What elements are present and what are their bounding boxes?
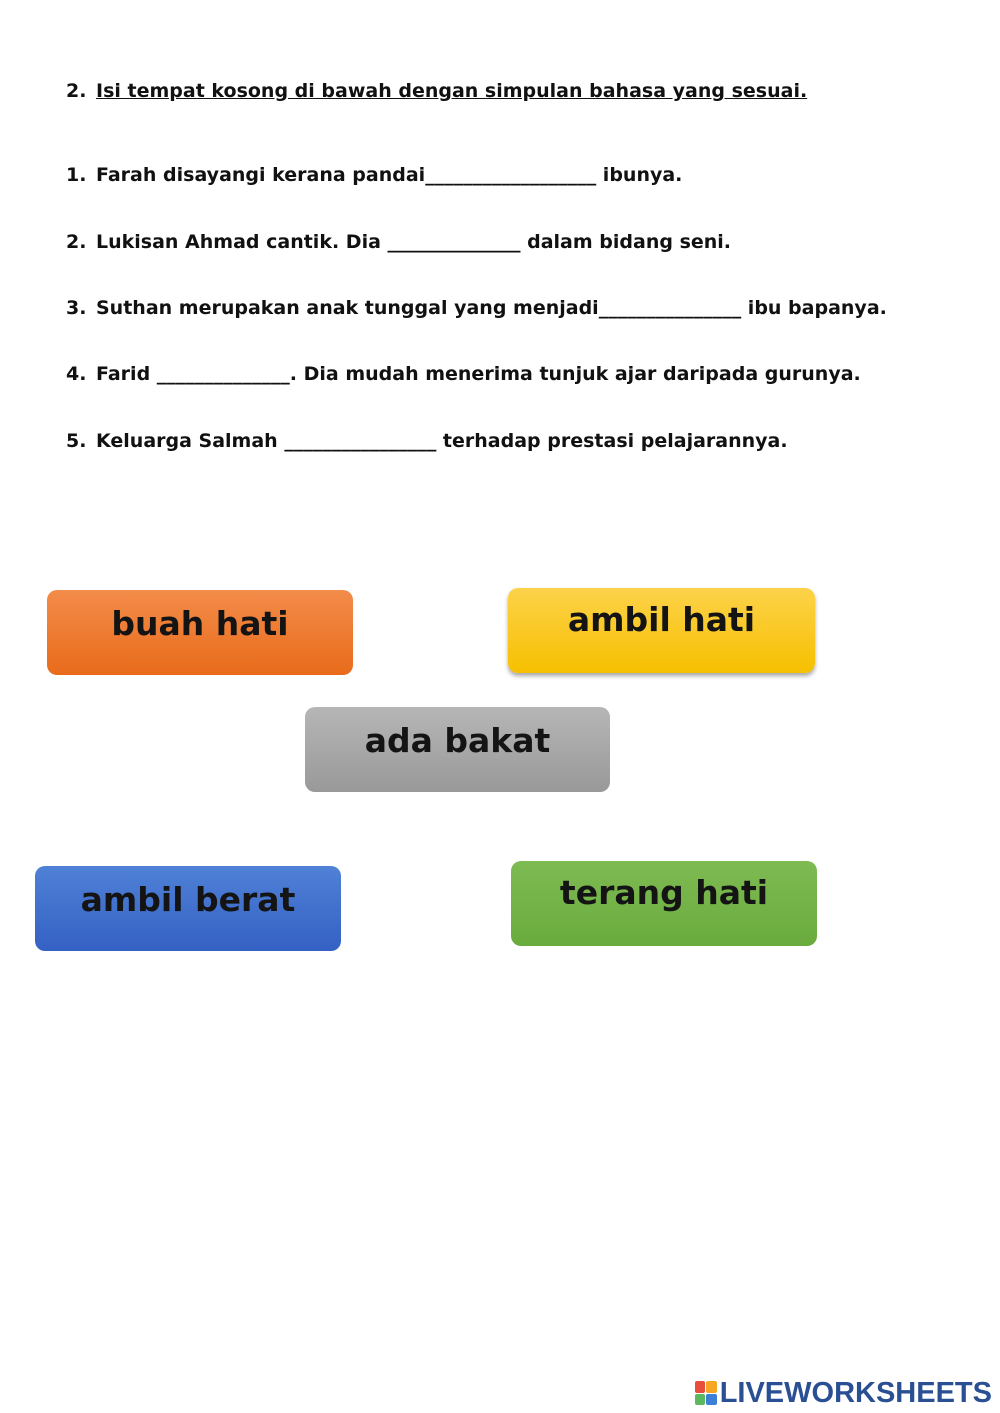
logo-square-blue: [706, 1394, 717, 1406]
question-4: [66, 363, 861, 385]
logo-square-green: [695, 1394, 706, 1406]
instruction-number: 2.: [66, 80, 87, 102]
instruction-text: Isi tempat kosong di bawah dengan simpulan bahasa yang sesuai.: [96, 80, 808, 102]
question-2: [66, 231, 731, 253]
answer-chip-ambil-hati[interactable]: [508, 588, 815, 673]
answer-chip-label: terang hati: [559, 873, 769, 912]
question-1: [66, 164, 682, 186]
question-number: 5.: [66, 430, 87, 452]
question-number: 2.: [66, 231, 87, 253]
answer-chip-buah-hati[interactable]: [47, 590, 353, 675]
answer-chip-ambil-berat[interactable]: [35, 866, 341, 951]
liveworksheets-brand[interactable]: [695, 1376, 992, 1410]
question-number: 1.: [66, 164, 87, 186]
question-text: Lukisan Ahmad cantik. Dia ______________ dalam bidang seni.: [96, 231, 732, 253]
instruction-heading: [66, 80, 807, 102]
question-3: [66, 297, 887, 319]
question-number: 3.: [66, 297, 87, 319]
answer-chip-label: buah hati: [111, 604, 289, 643]
question-text: Farah disayangi kerana pandai__________________ ibunya.: [96, 164, 683, 186]
liveworksheets-logo-icon: [695, 1381, 717, 1405]
question-5: [66, 430, 788, 452]
question-text: Suthan merupakan anak tunggal yang menjadi_______________ ibu bapanya.: [96, 297, 887, 319]
answer-chip-label: ambil hati: [567, 600, 756, 639]
question-text: Farid ______________. Dia mudah menerima tunjuk ajar daripada gurunya.: [96, 363, 861, 385]
logo-square-red: [695, 1381, 706, 1393]
answer-chip-ada-bakat[interactable]: [305, 707, 610, 792]
question-text: Keluarga Salmah ________________ terhadap prestasi pelajarannya.: [96, 430, 788, 452]
answer-chip-terang-hati[interactable]: [511, 861, 817, 946]
question-number: 4.: [66, 363, 87, 385]
answer-chip-label: ambil berat: [80, 880, 296, 919]
logo-square-orange: [706, 1381, 717, 1393]
answer-chip-label: ada bakat: [364, 721, 551, 760]
brand-text: LIVEWORKSHEETS: [719, 1376, 992, 1409]
